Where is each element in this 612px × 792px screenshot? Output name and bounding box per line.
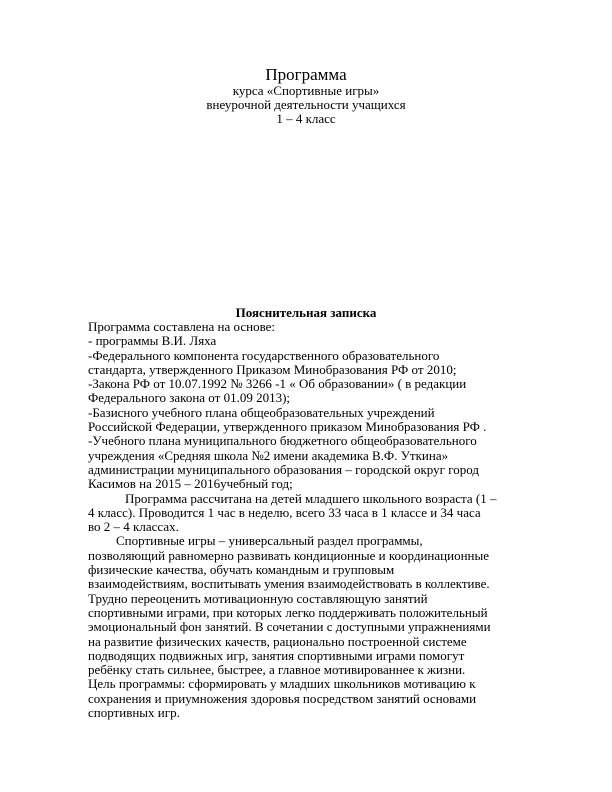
explanatory-note-body xyxy=(88,320,528,720)
body-line: -Базисного учебного плана общеобразовательных учреждений xyxy=(88,404,435,420)
body-line: - программы В.И. Ляха xyxy=(88,333,217,349)
title-block xyxy=(0,66,612,126)
course-type: внеурочной деятельности учащихся xyxy=(206,97,406,112)
body-line: спортивных игр. xyxy=(88,705,180,721)
body-line: подводящих подвижных игр, занятия спортивными играми помогут xyxy=(88,647,465,663)
body-line: сохранения и приумножения здоровья посредством занятий основами xyxy=(88,690,477,706)
body-line: -Закона РФ от 10.07.1992 № 3266 -1 « Об образовании» ( в редакции xyxy=(88,376,467,392)
body-line: 4 класс). Проводится 1 час в неделю, всего 33 часа в 1 классе и 34 часа xyxy=(88,504,481,520)
section-heading: Пояснительная записка xyxy=(235,305,377,320)
body-line: взаимодействиям, воспитывать умения взаимодействовать в коллективе. xyxy=(88,576,490,592)
grade-range: 1 – 4 класс xyxy=(276,111,336,126)
body-line: -Учебного плана муниципального бюджетного общеобразовательного xyxy=(88,433,477,449)
body-line: Программа рассчитана на детей младшего школьного возраста (1 – xyxy=(125,490,497,506)
body-line: Программа составлена на основе: xyxy=(88,319,276,334)
document-title: Программа xyxy=(265,65,347,84)
body-line: эмоциональный фон занятий. В сочетании с доступными упражнениями xyxy=(88,619,491,635)
body-line: -Федерального компонента государственного образовательного xyxy=(88,347,440,363)
body-line: учреждения «Средняя школа №2 имени академика В.Ф. Уткина» xyxy=(88,447,449,463)
body-line: ребёнку стать сильнее, быстрее, а главное мотивированнее к жизни. xyxy=(88,662,466,678)
body-line: Российской Федерации, утвержденного приказом Минобразования РФ . xyxy=(88,419,487,435)
body-line: во 2 – 4 классах. xyxy=(88,519,179,535)
body-line: Федерального закона от 01.09 2013); xyxy=(88,390,291,406)
course-name: курса «Спортивные игры» xyxy=(232,83,380,98)
body-line: стандарта, утвержденного Приказом Минобразования РФ от 2010; xyxy=(88,361,457,377)
body-line: Спортивные игры – универсальный раздел программы, xyxy=(116,533,423,549)
body-line: администрации муниципального образования – городской округ город xyxy=(88,461,479,477)
body-line: Трудно переоценить мотивационную составляющую занятий xyxy=(88,590,428,606)
body-line: Цель программы: сформировать у младших школьников мотивацию к xyxy=(88,676,476,692)
body-line: физические качества, обучать командным и групповым xyxy=(88,562,395,578)
body-line: на развитие физических качеств, рационально построенной системе xyxy=(88,633,467,649)
body-line: позволяющий равномерно развивать кондиционные и координационные xyxy=(88,547,489,563)
body-line: спортивными играми, при которых легко поддерживать положительный xyxy=(88,604,488,620)
body-line: Касимов на 2015 – 2016учебный год; xyxy=(88,476,293,492)
